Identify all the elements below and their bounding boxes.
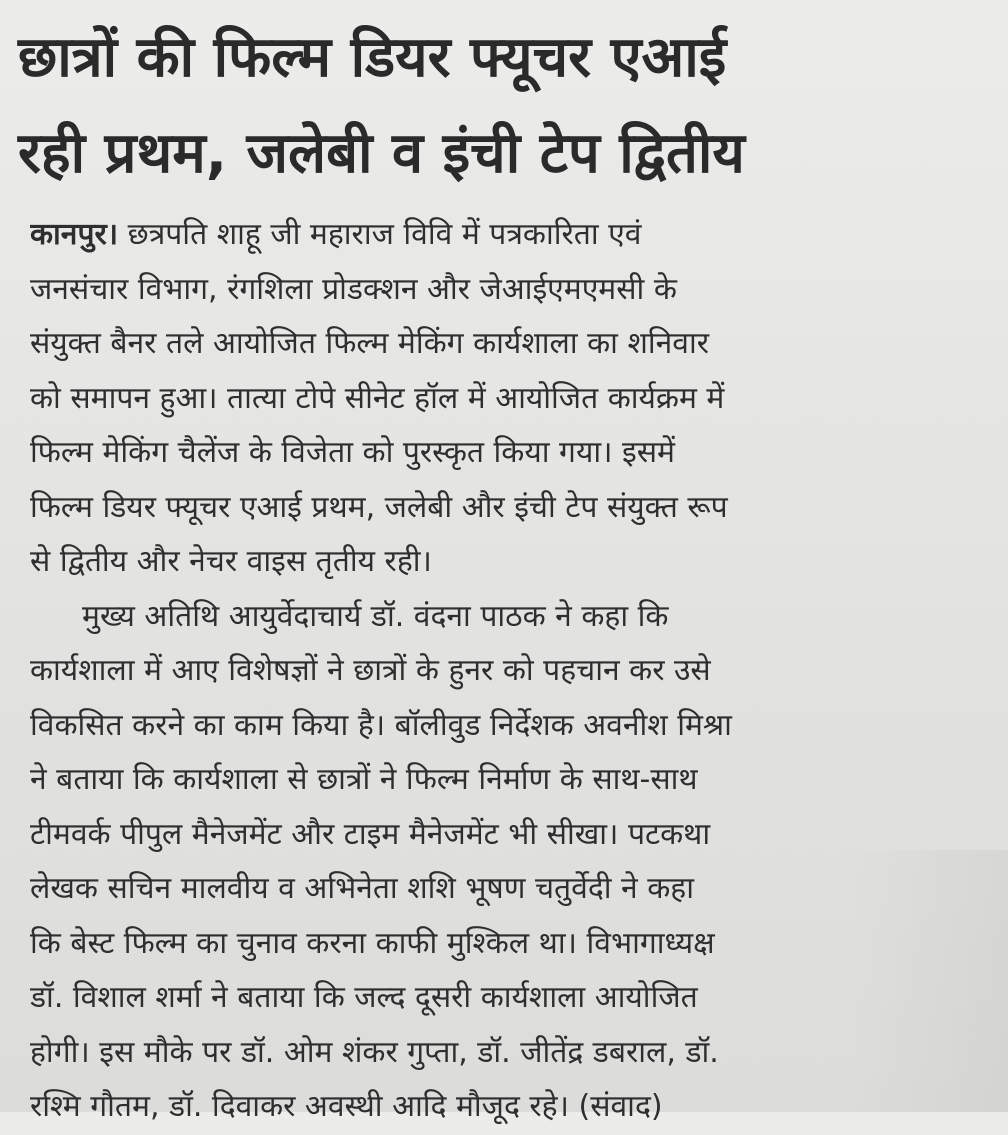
body-line: फिल्म डियर फ्यूचर एआई प्रथम, जलेबी और इंची टेप संयुक्त रूप	[30, 489, 728, 525]
body-line: डॉ. विशाल शर्मा ने बताया कि जल्द दूसरी कार्यशाला आयोजित	[30, 980, 698, 1015]
headline-line-2: रही प्रथम, जलेबी व इंची टेप द्वितीय	[18, 121, 745, 186]
body-line: रश्मि गौतम, डॉ. दिवाकर अवस्थी आदि मौजूद रहे। (संवाद)	[30, 1089, 663, 1124]
body-line: कार्यशाला में आए विशेषज्ञों ने छात्रों के हुनर को पहचान कर उसे	[30, 653, 711, 688]
article-body	[30, 208, 990, 1135]
body-line: लेखक सचिन मालवीय व अभिनेता शशि भूषण चतुर्वेदी ने कहा	[30, 871, 694, 906]
body-line-text: छत्रपति शाहू जी महाराज विवि में पत्रकारिता एवं	[118, 217, 642, 252]
body-line: टीमवर्क पीपुल मैनेजमेंट और टाइम मैनेजमेंट भी सीखा। पटकथा	[30, 816, 711, 852]
body-line: होगी। इस मौके पर डॉ. ओम शंकर गुप्ता, डॉ. जीतेंद्र डबराल, डॉ.	[30, 1034, 719, 1070]
body-line: ने बताया कि कार्यशाला से छात्रों ने फिल्म निर्माण के साथ-साथ	[30, 762, 698, 797]
headline-line-1: छात्रों की फिल्म डियर फ्यूचर एआई	[18, 25, 727, 90]
dateline: कानपुर।	[30, 217, 119, 252]
headline	[18, 10, 993, 202]
body-line: विकसित करने का काम किया है। बॉलीवुड निर्देशक अवनीश मिश्रा	[30, 707, 732, 743]
body-line: कि बेस्ट फिल्म का चुनाव करना काफी मुश्किल था। विभागाध्यक्ष	[30, 925, 715, 961]
body-line: को समापन हुआ। तात्या टोपे सीनेट हॉल में आयोजित कार्यक्रम में	[30, 380, 725, 416]
body-line: जनसंचार विभाग, रंगशिला प्रोडक्शन और जेआईएमएमसी के	[30, 271, 677, 307]
body-line	[30, 208, 990, 263]
body-line: से द्वितीय और नेचर वाइस तृतीय रही।	[30, 544, 432, 579]
body-line: फिल्म मेकिंग चैलेंज के विजेता को पुरस्कृत किया गया। इसमें	[30, 435, 675, 470]
body-line: मुख्य अतिथि आयुर्वेदाचार्य डॉ. वंदना पाठक ने कहा कि	[82, 598, 669, 634]
body-line: संयुक्त बैनर तले आयोजित फिल्म मेकिंग कार्यशाला का शनिवार	[30, 326, 710, 361]
